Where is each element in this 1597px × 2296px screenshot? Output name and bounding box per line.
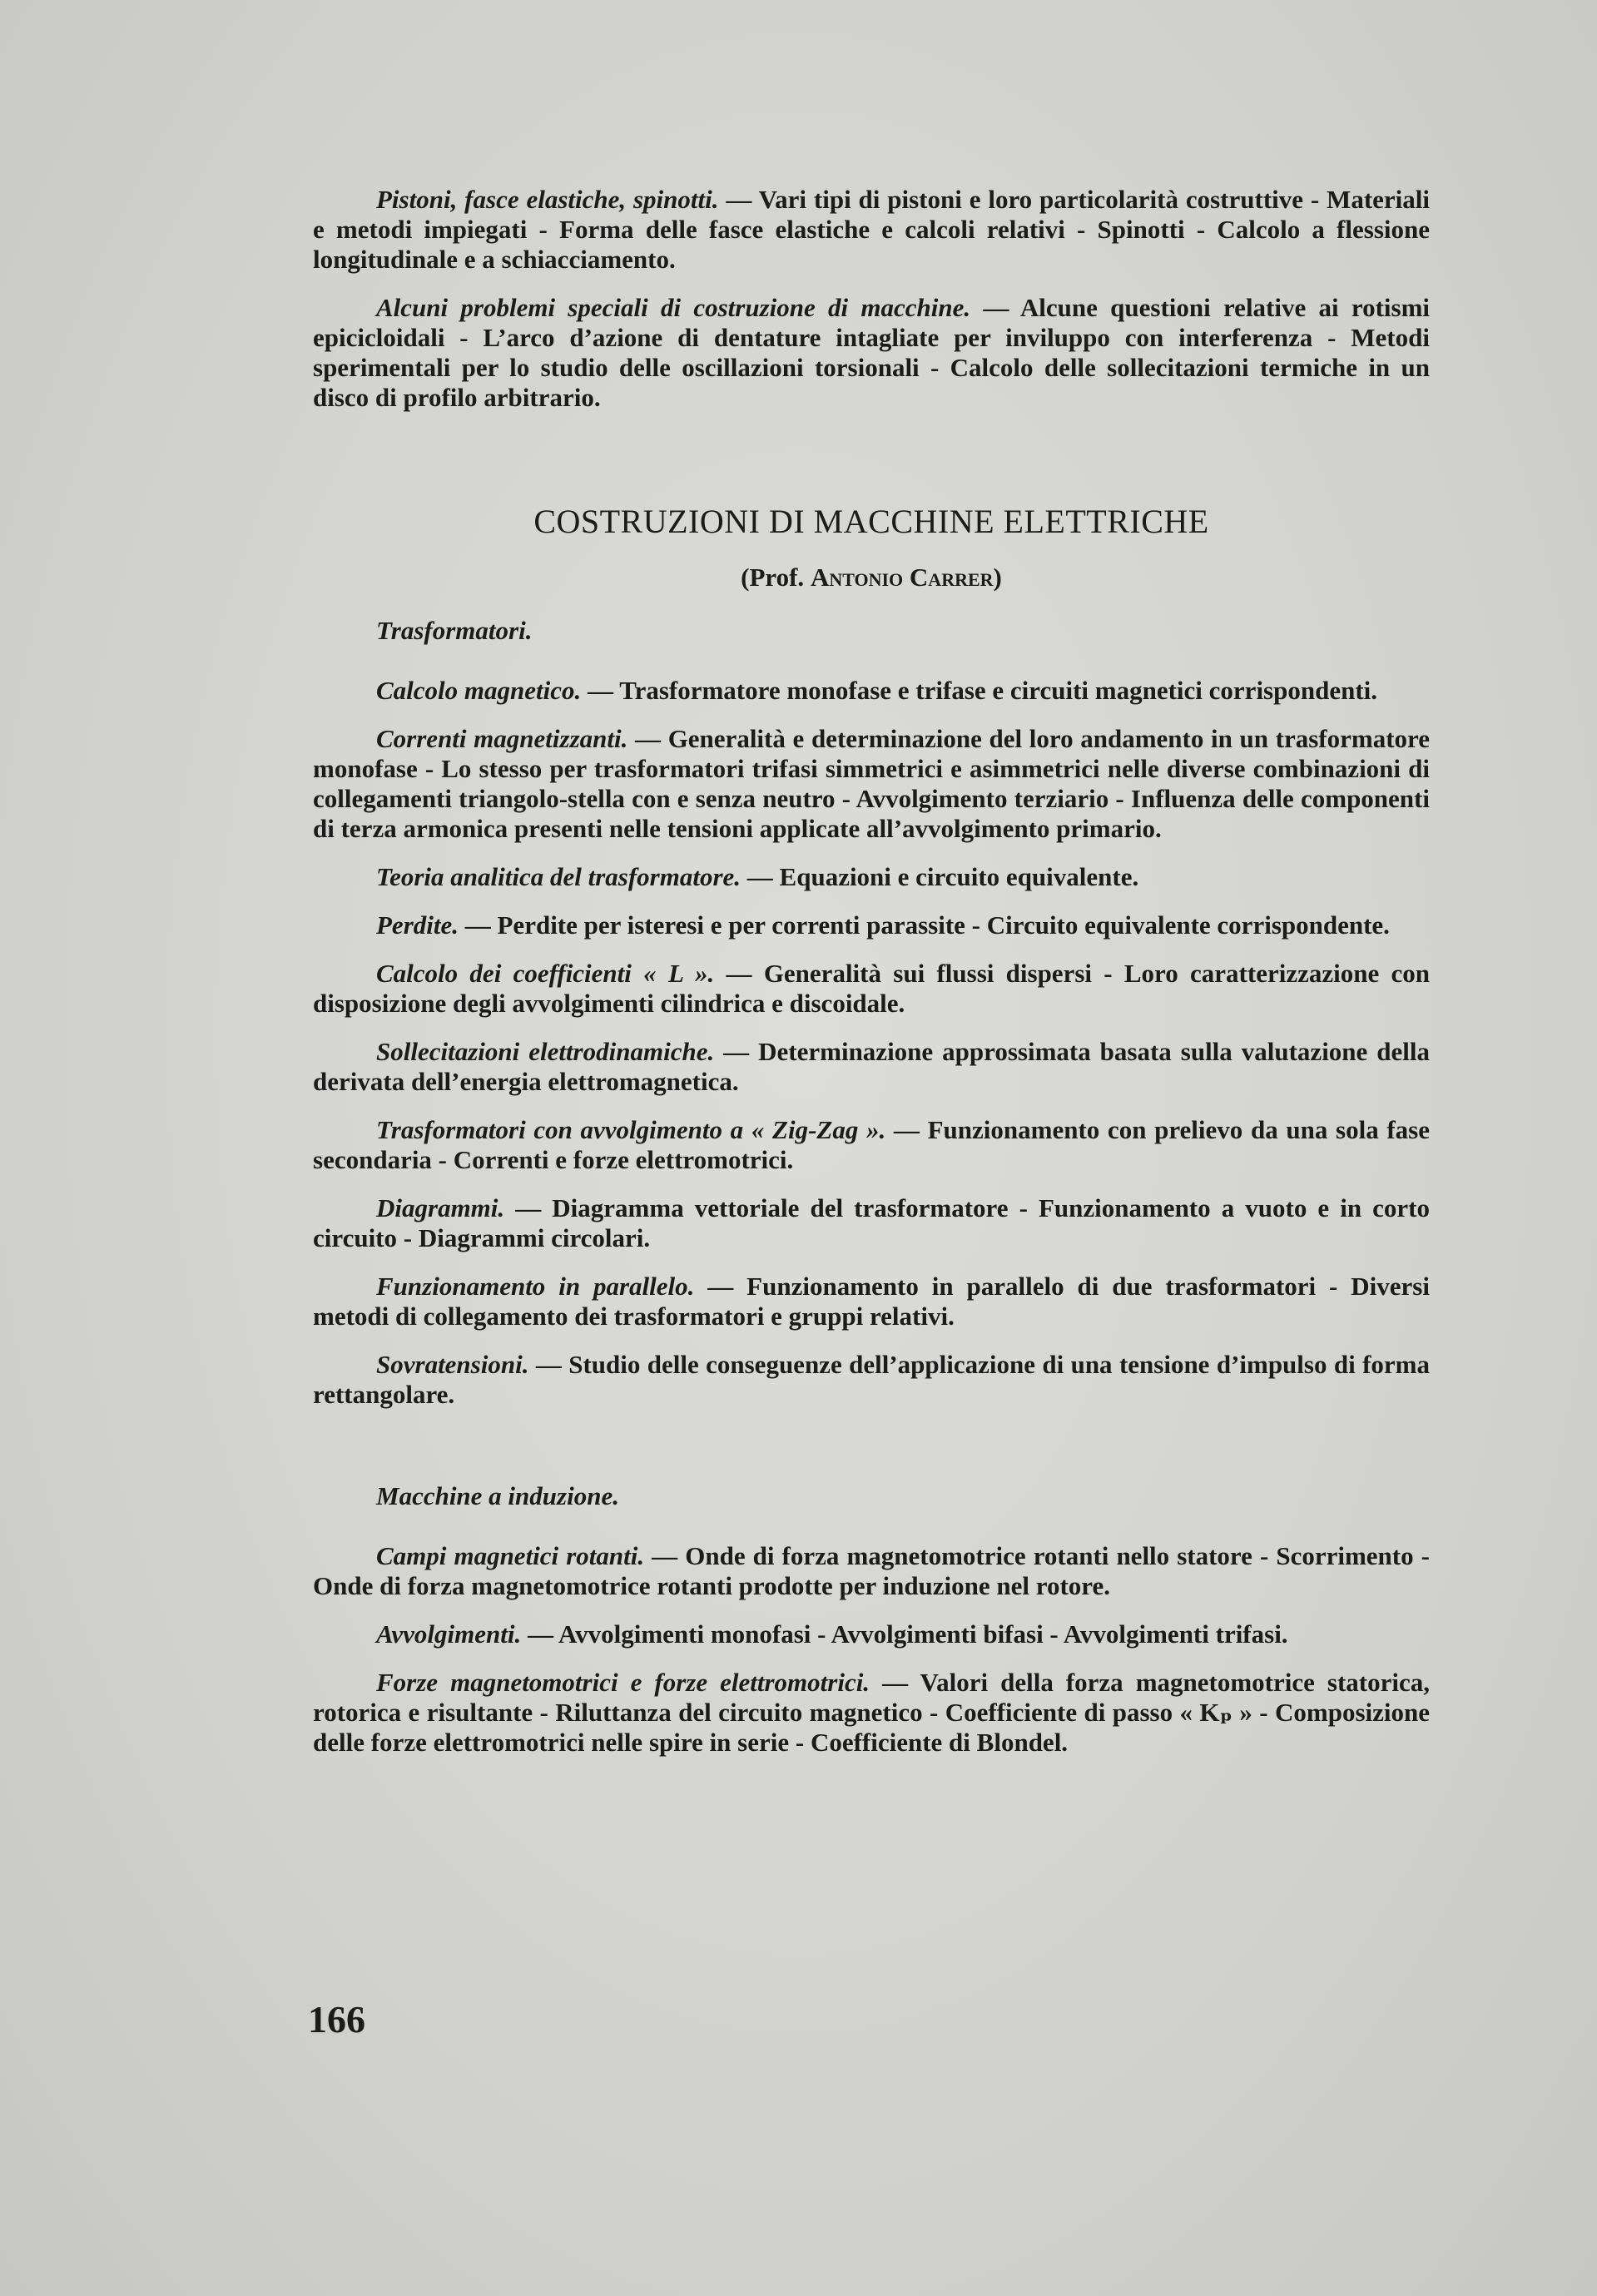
paragraph-text: — Studio delle conseguenze dell’applicazione di una tensione d’impulso di forma rettangolare. bbox=[313, 1350, 1430, 1409]
paragraph-title: Forze magnetomotrici e forze elettromotrici. bbox=[376, 1668, 870, 1697]
paragraph bbox=[313, 1350, 1430, 1410]
paragraph bbox=[313, 1115, 1430, 1175]
page-number: 166 bbox=[308, 1998, 365, 2041]
paragraph-text: — Vari tipi di pistoni e loro particolarità costruttive - Materiali e metodi impiegati - Forma delle fasce elastiche e calcoli relativi - Spinotti - Calcolo a flessione longitudinale e a schiacciamento. bbox=[313, 185, 1430, 274]
paragraph bbox=[313, 1193, 1430, 1253]
paragraph bbox=[313, 959, 1430, 1019]
paragraph-text: — Generalità sui flussi dispersi - Loro caratterizzazione con disposizione degli avvolgimenti cilindrica e discoidale. bbox=[313, 959, 1430, 1018]
course-title: COSTRUZIONI DI MACCHINE ELETTRICHE bbox=[533, 503, 1209, 540]
course-professor bbox=[313, 563, 1430, 593]
prof-name: Antonio Carrer bbox=[810, 563, 994, 592]
paragraph-title: Sollecitazioni elettrodinamiche. bbox=[376, 1037, 715, 1066]
paragraph-text: — Avvolgimenti monofasi - Avvolgimenti bifasi - Avvolgimenti trifasi. bbox=[521, 1619, 1288, 1649]
paragraph-title: Sovratensioni. bbox=[376, 1350, 529, 1379]
page-content bbox=[313, 185, 1430, 1776]
paragraph-text: — Perdite per isteresi e per correnti parassite - Circuito equivalente corrispondente. bbox=[459, 910, 1390, 940]
paragraph-title: Perdite. bbox=[376, 910, 459, 940]
paragraph-text: — Trasformatore monofase e trifase e circuiti magnetici corrispondenti. bbox=[581, 676, 1378, 705]
paragraph-title: Alcuni problemi speciali di costruzione di macchine. bbox=[376, 293, 971, 322]
paragraph bbox=[313, 862, 1430, 892]
paragraph bbox=[313, 676, 1430, 706]
paragraph-title: Diagrammi. bbox=[376, 1193, 505, 1222]
prof-close: ) bbox=[993, 563, 1002, 592]
paragraph-title: Calcolo dei coefficienti « L ». bbox=[376, 959, 715, 988]
paragraph bbox=[313, 910, 1430, 940]
paragraph bbox=[313, 724, 1430, 844]
paragraph-title: Trasformatori con avvolgimento a « Zig-Zag ». bbox=[376, 1115, 886, 1144]
section-heading-trasformatori: Trasformatori. bbox=[376, 616, 533, 645]
paragraph bbox=[313, 1541, 1430, 1601]
paragraph bbox=[313, 1619, 1430, 1649]
paragraph-title: Correnti magnetizzanti. bbox=[376, 724, 628, 753]
paragraph-pistoni bbox=[313, 185, 1430, 275]
paragraph-problemi-speciali bbox=[313, 293, 1430, 413]
paragraph-text: — Valori della forza magnetomotrice statorica, rotorica e risultante - Riluttanza del circuito magnetico - Coefficiente di passo « Kₚ » - Composizione delle forze elettromotrici nelle spire in serie - Coefficiente di Blondel. bbox=[313, 1668, 1430, 1757]
paragraph-text: — Funzionamento in parallelo di due trasformatori - Diversi metodi di collegamento dei trasformatori e gruppi relativi. bbox=[313, 1272, 1430, 1331]
paragraph-title: Campi magnetici rotanti. bbox=[376, 1541, 645, 1570]
paragraph-text: — Generalità e determinazione del loro andamento in un trasformatore monofase - Lo stesso per trasformatori trifasi simmetrici e asimmetrici nelle diverse combinazioni di collegamenti triangolo-stella con e senza neutro - Avvolgimento terziario - Influenza delle componenti di terza armonica presenti nelle tensioni applicate all’avvolgimento primario. bbox=[313, 724, 1430, 843]
paragraph-text: — Equazioni e circuito equivalente. bbox=[741, 862, 1139, 891]
paragraph-title: Funzionamento in parallelo. bbox=[376, 1272, 695, 1301]
paragraph-title: Avvolgimenti. bbox=[376, 1619, 522, 1649]
paragraph-title: Pistoni, fasce elastiche, spinotti. bbox=[376, 185, 719, 214]
section-heading-macchine-induzione: Macchine a induzione. bbox=[376, 1481, 619, 1510]
paragraph bbox=[313, 1668, 1430, 1758]
paragraph-text: — Determinazione approssimata basata sulla valutazione della derivata dell’energia elettromagnetica. bbox=[313, 1037, 1430, 1096]
paragraph-title: Teoria analitica del trasformatore. bbox=[376, 862, 741, 891]
paragraph-text: — Funzionamento con prelievo da una sola fase secondaria - Correnti e forze elettromotrici. bbox=[313, 1115, 1431, 1174]
paragraph-text: — Alcune questioni relative ai rotismi epicicloidali - L’arco d’azione di dentature intagliate per inviluppo con interferenza - Metodi sperimentali per lo studio delle oscillazioni torsionali - Calcolo delle sollecitazioni termiche in un disco di profilo arbitrario. bbox=[313, 293, 1431, 412]
paragraph-text: — Diagramma vettoriale del trasformatore - Funzionamento a vuoto e in corto circuito - Diagrammi circolari. bbox=[313, 1193, 1430, 1252]
paragraph bbox=[313, 1272, 1430, 1331]
paragraph bbox=[313, 1037, 1430, 1097]
paragraph-text: — Onde di forza magnetomotrice rotanti nello statore - Scorrimento - Onde di forza magnetomotrice rotanti prodotte per induzione nel rotore. bbox=[313, 1541, 1430, 1600]
prof-open: (Prof. bbox=[741, 563, 811, 592]
paragraph-title: Calcolo magnetico. bbox=[376, 676, 582, 705]
